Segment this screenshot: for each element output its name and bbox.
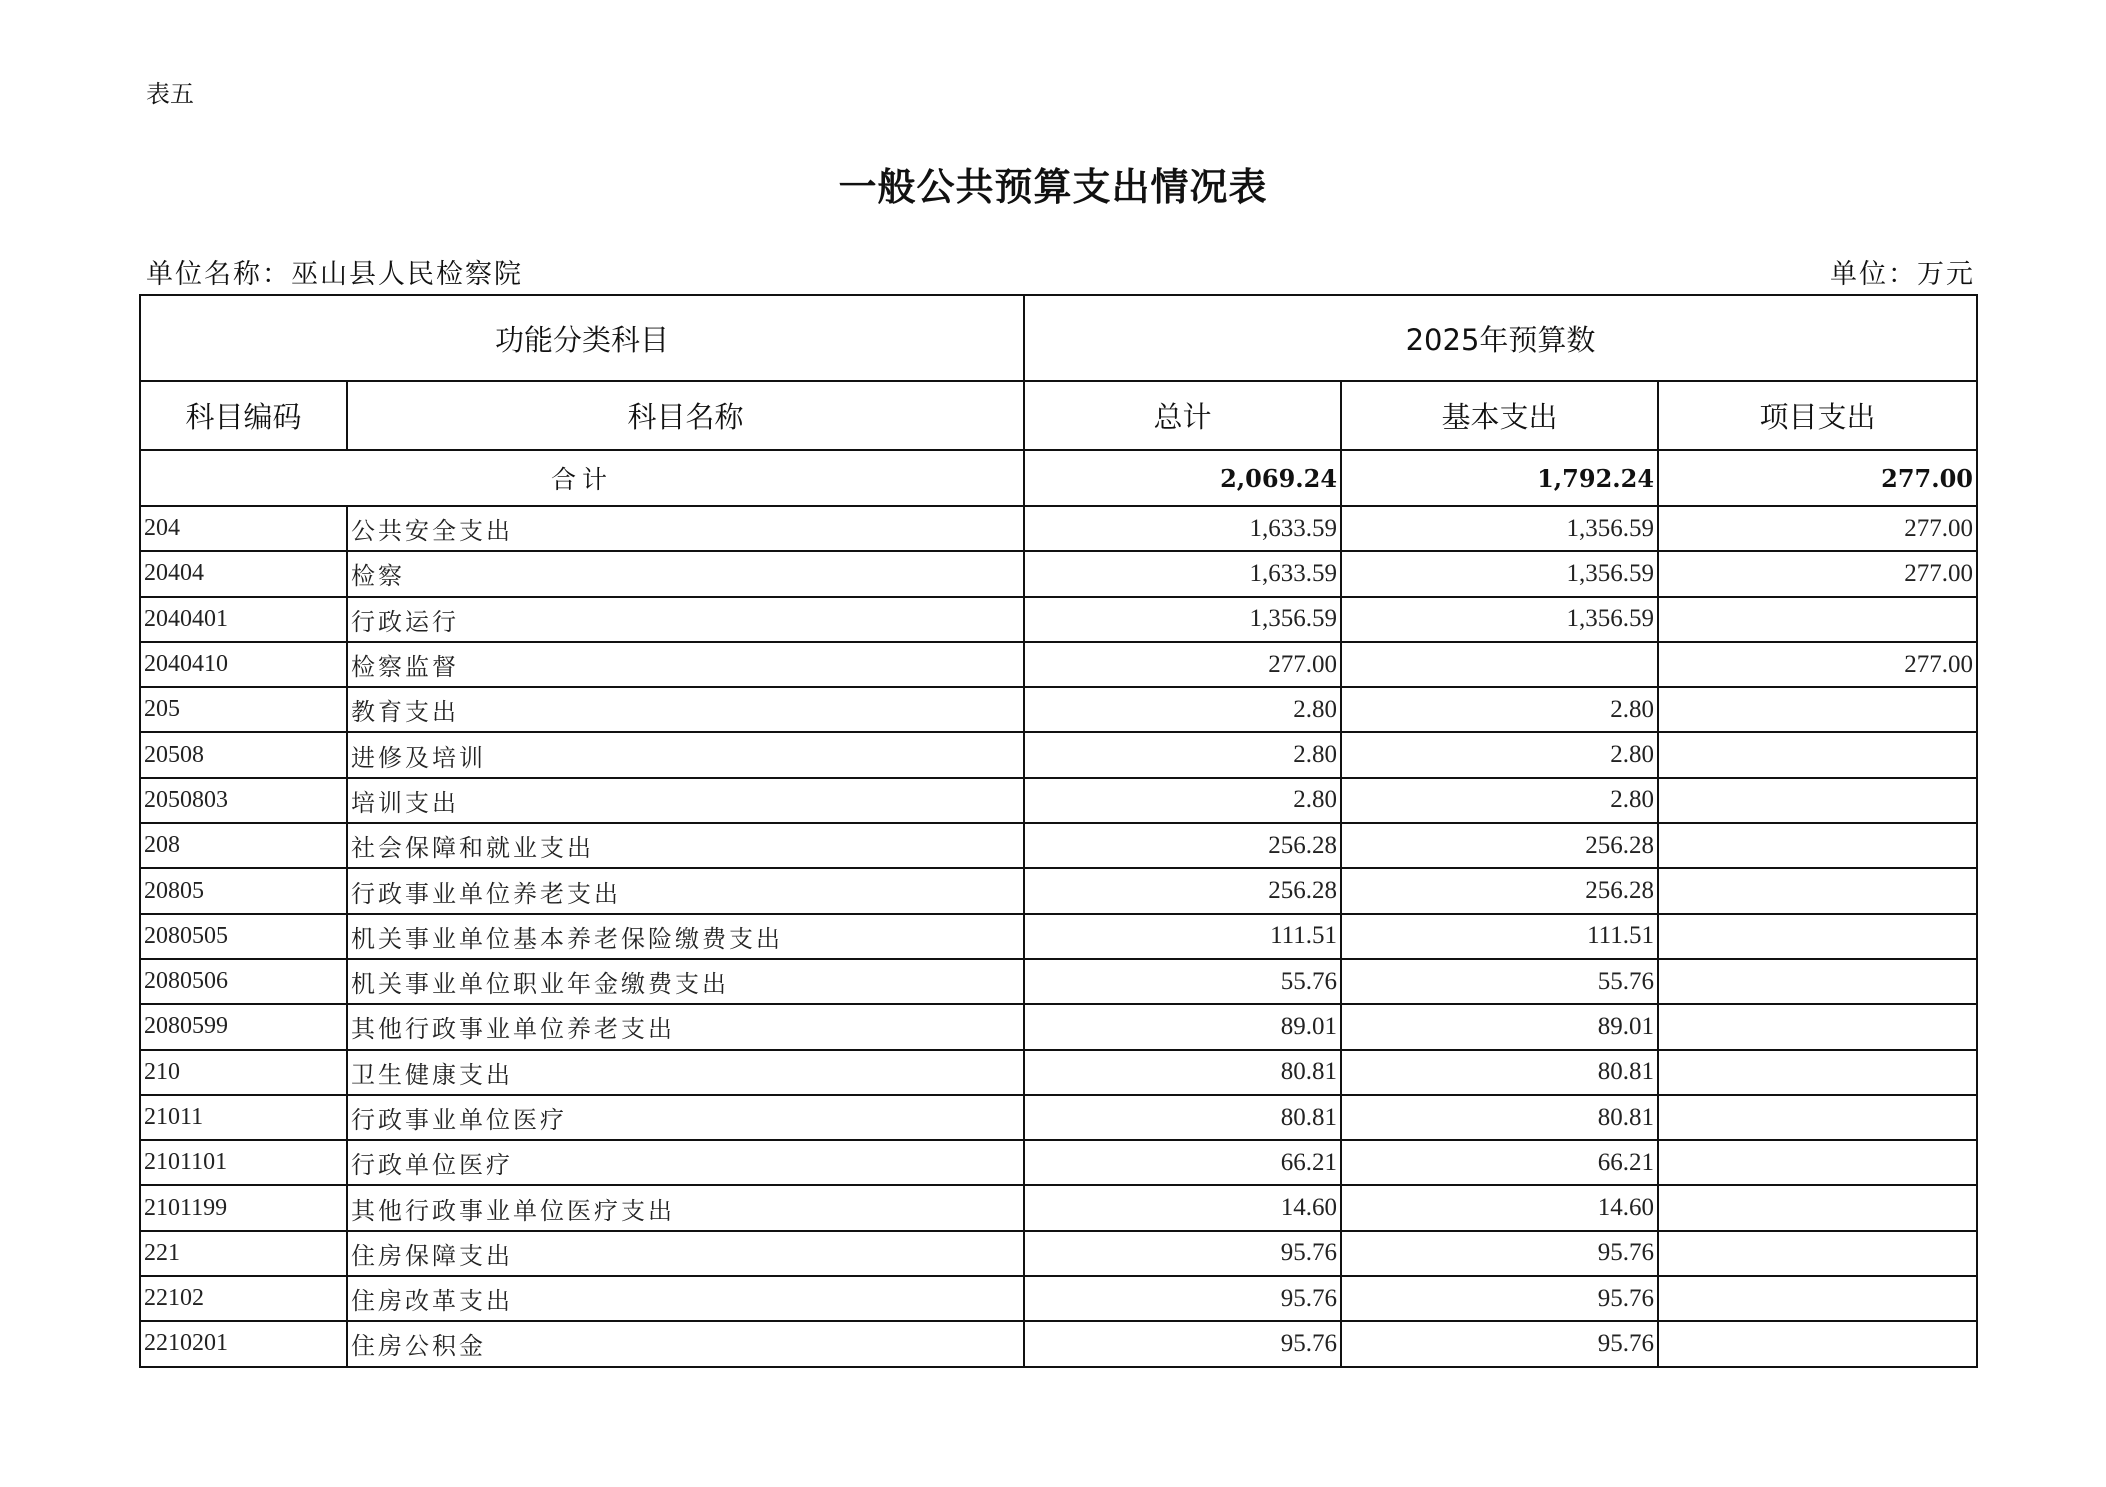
total-project: 277.00: [1658, 450, 1977, 506]
row-total: 277.00: [1024, 642, 1341, 687]
total-total: 2,069.24: [1024, 450, 1341, 506]
row-basic: 95.76: [1341, 1276, 1658, 1321]
row-basic: 256.28: [1341, 868, 1658, 913]
table-row: [140, 959, 1977, 1004]
total-basic: 1,792.24: [1341, 450, 1658, 506]
row-name: 进修及培训: [347, 732, 1024, 777]
row-name: 教育支出: [347, 687, 1024, 732]
row-name: 检察: [347, 551, 1024, 596]
table-row: [140, 914, 1977, 959]
row-basic: 80.81: [1341, 1095, 1658, 1140]
row-project: [1658, 732, 1977, 777]
row-total: 1,633.59: [1024, 506, 1341, 551]
row-basic: 14.60: [1341, 1185, 1658, 1230]
row-total: 1,633.59: [1024, 551, 1341, 596]
row-project: [1658, 1004, 1977, 1049]
table-body: [140, 450, 1977, 1367]
row-project: [1658, 1321, 1977, 1366]
row-name: 其他行政事业单位医疗支出: [347, 1185, 1024, 1230]
table-row: [140, 551, 1977, 596]
row-total: 95.76: [1024, 1321, 1341, 1366]
row-name: 行政事业单位养老支出: [347, 868, 1024, 913]
row-code: 20508: [140, 732, 347, 777]
table-row: [140, 687, 1977, 732]
row-project: [1658, 1231, 1977, 1276]
unit-name: 单位名称：巫山县人民检察院: [146, 259, 523, 290]
table-row: [140, 1231, 1977, 1276]
column-header-code: 科目编码: [140, 381, 347, 450]
row-project: 277.00: [1658, 506, 1977, 551]
row-project: 277.00: [1658, 551, 1977, 596]
row-project: 277.00: [1658, 642, 1977, 687]
row-code: 210: [140, 1050, 347, 1095]
unit-measure: 单位：万元: [1830, 259, 1975, 290]
row-project: [1658, 597, 1977, 642]
row-name: 社会保障和就业支出: [347, 823, 1024, 868]
row-basic: 95.76: [1341, 1231, 1658, 1276]
column-header-basic: 基本支出: [1341, 381, 1658, 450]
row-total: 111.51: [1024, 914, 1341, 959]
row-total: 256.28: [1024, 868, 1341, 913]
row-name: 公共安全支出: [347, 506, 1024, 551]
table-row: [140, 597, 1977, 642]
group-header-row: [140, 295, 1977, 381]
row-total: 80.81: [1024, 1050, 1341, 1095]
table-number: 表五: [146, 80, 194, 108]
total-row: [140, 450, 1977, 506]
row-total: 256.28: [1024, 823, 1341, 868]
row-basic: 2.80: [1341, 778, 1658, 823]
row-total: 95.76: [1024, 1231, 1341, 1276]
row-basic: 66.21: [1341, 1140, 1658, 1185]
row-name: 机关事业单位职业年金缴费支出: [347, 959, 1024, 1004]
row-name: 检察监督: [347, 642, 1024, 687]
group-header-functional: 功能分类科目: [140, 295, 1024, 381]
row-basic: 89.01: [1341, 1004, 1658, 1049]
table-row: [140, 1050, 1977, 1095]
column-header-name: 科目名称: [347, 381, 1024, 450]
row-basic: 2.80: [1341, 687, 1658, 732]
table-row: [140, 1276, 1977, 1321]
row-code: 2101199: [140, 1185, 347, 1230]
row-code: 208: [140, 823, 347, 868]
table-row: [140, 1185, 1977, 1230]
row-code: 2080599: [140, 1004, 347, 1049]
row-basic: 80.81: [1341, 1050, 1658, 1095]
row-name: 其他行政事业单位养老支出: [347, 1004, 1024, 1049]
row-code: 20805: [140, 868, 347, 913]
row-total: 66.21: [1024, 1140, 1341, 1185]
row-name: 机关事业单位基本养老保险缴费支出: [347, 914, 1024, 959]
row-project: [1658, 959, 1977, 1004]
table-row: [140, 732, 1977, 777]
row-code: 20404: [140, 551, 347, 596]
row-code: 204: [140, 506, 347, 551]
row-basic: [1341, 642, 1658, 687]
row-total: 2.80: [1024, 687, 1341, 732]
row-basic: 95.76: [1341, 1321, 1658, 1366]
row-project: [1658, 1185, 1977, 1230]
row-basic: 1,356.59: [1341, 597, 1658, 642]
table-row: [140, 1321, 1977, 1366]
row-code: 205: [140, 687, 347, 732]
row-basic: 111.51: [1341, 914, 1658, 959]
row-project: [1658, 868, 1977, 913]
row-basic: 2.80: [1341, 732, 1658, 777]
row-project: [1658, 687, 1977, 732]
row-total: 80.81: [1024, 1095, 1341, 1140]
total-label: 合计: [140, 450, 1024, 506]
row-total: 14.60: [1024, 1185, 1341, 1230]
row-total: 2.80: [1024, 778, 1341, 823]
budget-table: [139, 294, 1978, 1368]
row-basic: 1,356.59: [1341, 551, 1658, 596]
row-project: [1658, 914, 1977, 959]
row-name: 住房改革支出: [347, 1276, 1024, 1321]
table-row: [140, 823, 1977, 868]
table-row: [140, 642, 1977, 687]
page-title: 一般公共预算支出情况表: [838, 164, 1268, 209]
row-code: 2040410: [140, 642, 347, 687]
row-project: [1658, 1095, 1977, 1140]
table-row: [140, 1140, 1977, 1185]
row-name: 行政事业单位医疗: [347, 1095, 1024, 1140]
row-total: 55.76: [1024, 959, 1341, 1004]
row-name: 卫生健康支出: [347, 1050, 1024, 1095]
row-code: 2210201: [140, 1321, 347, 1366]
table-row: [140, 778, 1977, 823]
row-name: 住房保障支出: [347, 1231, 1024, 1276]
table-row: [140, 506, 1977, 551]
row-code: 2050803: [140, 778, 347, 823]
row-project: [1658, 1050, 1977, 1095]
row-basic: 55.76: [1341, 959, 1658, 1004]
table-row: [140, 868, 1977, 913]
row-code: 2080505: [140, 914, 347, 959]
table-row: [140, 1004, 1977, 1049]
row-total: 95.76: [1024, 1276, 1341, 1321]
row-name: 住房公积金: [347, 1321, 1024, 1366]
row-code: 2040401: [140, 597, 347, 642]
row-code: 2080506: [140, 959, 347, 1004]
row-total: 89.01: [1024, 1004, 1341, 1049]
row-name: 培训支出: [347, 778, 1024, 823]
row-code: 2101101: [140, 1140, 347, 1185]
row-code: 22102: [140, 1276, 347, 1321]
row-name: 行政单位医疗: [347, 1140, 1024, 1185]
row-name: 行政运行: [347, 597, 1024, 642]
row-code: 21011: [140, 1095, 347, 1140]
column-header-total: 总计: [1024, 381, 1341, 450]
group-header-budget-year: 2025年预算数: [1024, 295, 1977, 381]
column-header-row: [140, 381, 1977, 450]
row-total: 2.80: [1024, 732, 1341, 777]
row-project: [1658, 1140, 1977, 1185]
row-project: [1658, 1276, 1977, 1321]
column-header-project: 项目支出: [1658, 381, 1977, 450]
table-row: [140, 1095, 1977, 1140]
row-basic: 1,356.59: [1341, 506, 1658, 551]
row-basic: 256.28: [1341, 823, 1658, 868]
row-project: [1658, 778, 1977, 823]
row-code: 221: [140, 1231, 347, 1276]
row-project: [1658, 823, 1977, 868]
row-total: 1,356.59: [1024, 597, 1341, 642]
